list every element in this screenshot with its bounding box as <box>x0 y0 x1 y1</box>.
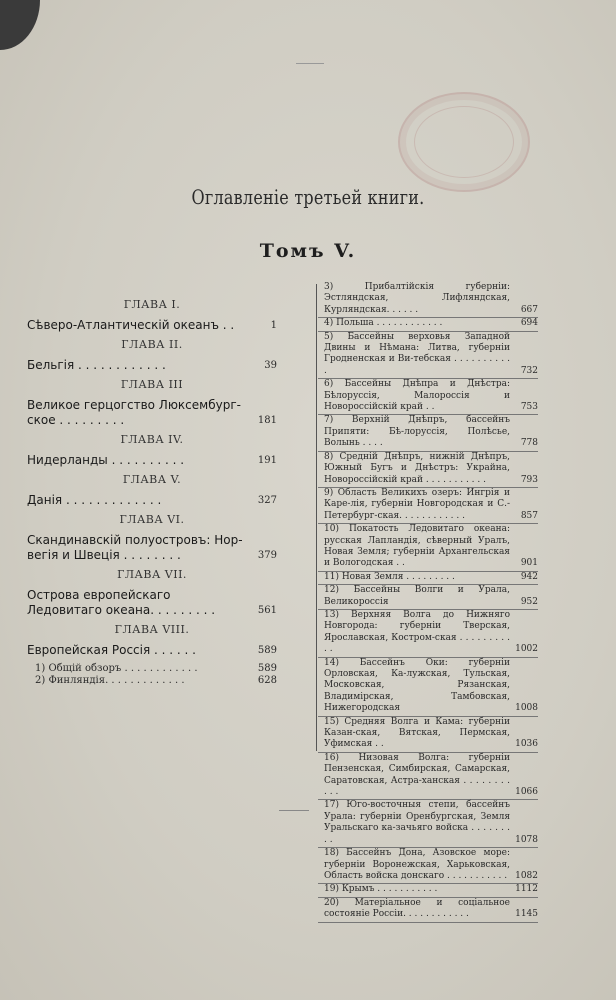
page-number: 1066 <box>515 787 538 798</box>
page-number: 667 <box>520 304 538 315</box>
entry-title: 5) Бассейны верховья Западной Двины и Нѣмана: Литва, губерніи Гродненская и Ви-тебская . . . . . . . . . . . <box>324 331 510 376</box>
page-number: 952 <box>520 596 538 607</box>
toc-entry <box>27 493 277 508</box>
page-number: 1145 <box>515 909 538 920</box>
entry-title: Сѣверо-Атлантическій океанъ . . <box>27 318 235 332</box>
page-number: 628 <box>257 675 277 686</box>
toc-entry <box>318 585 538 610</box>
toc-entry <box>27 398 277 428</box>
page-number: 778 <box>520 438 538 449</box>
entry-title: 3) Прибалтійскія губерніи: Эстляндская, Лифляндская, Курляндская. . . . . . <box>324 282 510 315</box>
entry-title: 12) Бассейны Волги и Урала, Великороссія <box>324 585 510 607</box>
volume-heading: Томъ V. <box>259 240 357 262</box>
toc-subentry <box>27 675 277 687</box>
page-number: 901 <box>520 558 538 569</box>
toc-entry <box>318 848 538 884</box>
entry-title: 20) Матеріальное и соціальное состояніе Россіи. . . . . . . . . . . . <box>324 897 510 920</box>
page-corner-shadow <box>0 0 40 50</box>
entry-title: 17) Юго-восточныя степи, бассейнъ Урала: губерніи Оренбургская, Земля Уральскаго ка-зачьяго войска . . . . . . . . . <box>324 800 510 845</box>
entry-title: 14) Бассейнъ Оки: губерніи Орловская, Ка-лужская, Тульская, Московская, Рязанская, Владимірская, Тамбовская, Нижегородская <box>324 657 510 714</box>
entry-title: Данія . . . . . . . . . . . . . <box>27 493 162 507</box>
page-number: 39 <box>264 360 277 371</box>
entry-title: Нидерланды . . . . . . . . . . <box>27 453 185 467</box>
entry-title: 13) Верхняя Волга до Нижняго Новгорода: губерніи Тверская, Ярославская, Костром-ская . . . . . . . . . . . <box>324 609 510 655</box>
toc-entry <box>318 415 538 451</box>
toc-entry <box>318 658 538 717</box>
page-number: 181 <box>257 415 277 426</box>
page-number: 589 <box>257 663 277 674</box>
entry-title: 7) Верхній Днѣпръ, бассейнъ Припяти: Бѣ-лоруссія, Полѣсье, Волынь . . . . <box>324 415 510 449</box>
entry-title: 10) Покатость Ледовитаго океана: русская Лапландія, сѣверный Уралъ, Новая Земля; губерніи Архангельская и Вологодская . . <box>324 524 510 569</box>
page-number: 379 <box>257 550 277 561</box>
page-number: 942 <box>520 571 538 582</box>
toc-entry <box>318 332 538 380</box>
page-number: 694 <box>520 318 538 329</box>
entry-title: Европейская Россія . . . . . . <box>27 643 196 657</box>
toc-entry <box>318 800 538 848</box>
entry-title: 16) Низовая Волга: губерніи Пензенская, Симбирская, Самарская, Саратовская, Астра-ханская . . . . . . . . . . . <box>324 752 510 798</box>
entry-title: 6) Бассейны Днѣпра и Днѣстра: Бѣлоруссія, Малороссія и Новороссійскій край . . <box>324 379 510 413</box>
entry-title: 11) Новая Земля . . . . . . . . . <box>324 571 455 582</box>
entry-title: 18) Бассейнъ Дона, Азовское море: губерніи Воронежская, Харьковская, Область войска донскаго . . . . . . . . . . . <box>324 848 510 881</box>
toc-entry <box>318 379 538 415</box>
chapter-heading: ГЛАВА V. <box>122 473 182 486</box>
right-column <box>318 282 538 923</box>
page-number: 1082 <box>515 870 538 881</box>
chapter-heading: ГЛАВА VII. <box>117 568 187 581</box>
entry-title: Бельгія . . . . . . . . . . . . <box>27 358 166 372</box>
page-number: 1078 <box>515 834 538 845</box>
page-number: 589 <box>257 645 277 656</box>
top-dash <box>296 63 324 64</box>
page-number: 191 <box>257 455 277 466</box>
toc-entry <box>27 643 277 658</box>
page-number: 1 <box>270 320 277 331</box>
library-stamp <box>398 92 530 192</box>
column-divider <box>316 284 317 751</box>
toc-subentry <box>27 663 277 675</box>
entry-title: Скандинавскій полуостровъ: Нор-вегія и Швеція . . . . . . . . <box>27 533 243 562</box>
toc-entry <box>27 453 277 468</box>
entry-title: 9) Область Великихъ озеръ: Ингрія и Каре-лія, губерніи Новгородская и С.-Петербург-ская. . . . . . . . . . . . <box>324 487 510 521</box>
toc-entry <box>318 610 538 658</box>
entry-title: Острова европейскаго Ледовитаго океана. . . . . . . . . <box>27 588 216 617</box>
chapter-heading: ГЛАВА IV. <box>120 433 184 446</box>
chapter-heading: ГЛАВА VI. <box>119 513 185 526</box>
page-number: 1036 <box>515 739 538 750</box>
entry-title: 8) Средній Днѣпръ, нижній Днѣпръ, Южный Бугъ и Днѣстръ: Украйна, Новороссійскій край . . . . . . . . . . . <box>324 451 510 485</box>
subentry-title: 2) Финляндія. . . . . . . . . . . . . <box>35 675 185 686</box>
page-number: 1002 <box>515 644 538 655</box>
page-number: 793 <box>520 474 538 485</box>
toc-entry <box>318 717 538 753</box>
chapter-heading: ГЛАВА II. <box>121 338 183 351</box>
closing-rule <box>279 810 309 811</box>
entry-title: 15) Средняя Волга и Кама: губерніи Казан-ская, Вятская, Пермская, Уфимская . . <box>324 716 510 750</box>
entry-title: Великое герцогство Люксембург-ское . . . . . . . . . <box>27 398 241 427</box>
toc-entry <box>318 318 538 331</box>
toc-entry <box>27 358 277 373</box>
chapter-heading: ГЛАВА I. <box>123 298 181 311</box>
subentry-title: 1) Общій обзоръ . . . . . . . . . . . . <box>35 663 198 674</box>
toc-entry <box>27 318 277 333</box>
toc-entry <box>318 884 538 897</box>
toc-entry <box>318 572 538 585</box>
page-number: 1008 <box>515 703 538 714</box>
entry-title: 4) Польша . . . . . . . . . . . . <box>324 318 443 329</box>
toc-entry <box>318 452 538 488</box>
page-number: 1112 <box>515 884 538 895</box>
page-title: Оглавленіе третьей книги. <box>191 185 425 209</box>
entry-title: 19) Крымъ . . . . . . . . . . . <box>324 884 438 895</box>
toc-entry <box>318 753 538 801</box>
page-number: 327 <box>257 495 277 506</box>
toc-entry <box>318 488 538 524</box>
toc-entry <box>27 533 277 563</box>
page-number: 732 <box>520 365 538 376</box>
toc-entry <box>318 524 538 572</box>
chapter-heading: ГЛАВА III <box>120 378 184 391</box>
page-number: 753 <box>520 402 538 413</box>
left-column <box>27 293 277 687</box>
toc-entry <box>27 588 277 618</box>
toc-entry <box>318 282 538 318</box>
toc-entry <box>318 898 538 923</box>
page-number: 857 <box>520 510 538 521</box>
chapter-heading: ГЛАВА VIII. <box>114 623 190 636</box>
page-number: 561 <box>257 605 277 616</box>
